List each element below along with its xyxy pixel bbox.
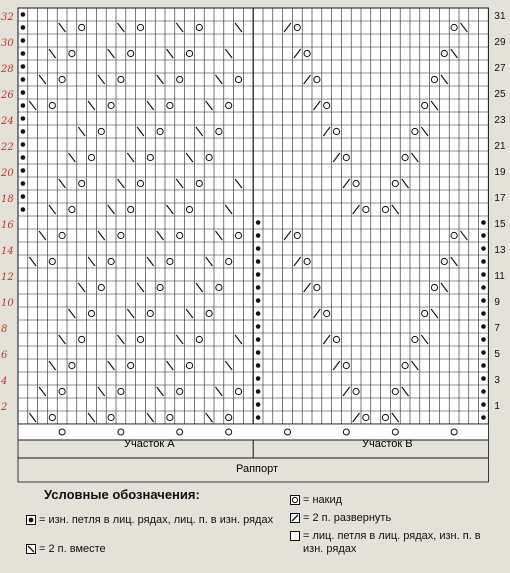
legend-text-ssk: = 2 п. развернуть	[303, 512, 392, 524]
dot-icon	[26, 515, 36, 525]
row-number-right: 31	[494, 11, 506, 23]
purl-dot	[256, 350, 261, 355]
row-number-left: 4	[1, 376, 8, 387]
purl-dot	[256, 363, 261, 368]
row-number-left: 30	[1, 38, 14, 49]
purl-dot	[21, 25, 26, 30]
purl-dot	[256, 376, 261, 381]
purl-dot	[481, 259, 486, 264]
row-number-right: 21	[494, 141, 506, 153]
row-number-left: 14	[1, 246, 14, 257]
row-number-right: 15	[494, 219, 506, 231]
row-number-left: 2	[1, 402, 8, 413]
purl-dot	[21, 194, 26, 199]
legend-item-knit	[290, 530, 500, 556]
purl-dot	[256, 402, 261, 407]
repeat-label: Раппорт	[236, 463, 279, 475]
purl-dot	[21, 103, 26, 108]
row-number-right: 13	[494, 245, 506, 257]
purl-dot	[256, 246, 261, 251]
row-number-left: 28	[1, 64, 14, 75]
row-number-right: 19	[494, 167, 506, 179]
legend-item-purl	[26, 514, 276, 527]
bottom-row	[18, 424, 488, 440]
purl-dot	[256, 298, 261, 303]
row-number-left: 8	[1, 324, 8, 335]
purl-dot	[481, 298, 486, 303]
row-number-right: 17	[494, 193, 506, 205]
row-number-left: 26	[1, 90, 14, 101]
circle-icon	[290, 495, 300, 505]
purl-dot	[256, 272, 261, 277]
purl-dot	[21, 51, 26, 56]
row-number-left: 6	[1, 350, 8, 361]
legend-text-yarnover: = накид	[303, 494, 343, 506]
purl-dot	[256, 337, 261, 342]
purl-dot	[21, 12, 26, 17]
legend-item-yarnover	[290, 494, 490, 507]
purl-dot	[21, 116, 26, 121]
purl-dot	[481, 376, 486, 381]
purl-dot	[256, 311, 261, 316]
row-number-left: 18	[1, 194, 14, 205]
backslash-icon	[26, 544, 36, 554]
legend-title: Условные обозначения:	[44, 487, 200, 502]
row-number-right: 3	[494, 375, 500, 387]
purl-dot	[256, 233, 261, 238]
purl-dot	[256, 220, 261, 225]
legend-text-k2tog: = 2 п. вместе	[39, 543, 106, 555]
row-number-right: 5	[494, 349, 500, 361]
purl-dot	[481, 311, 486, 316]
legend-item-k2tog	[26, 543, 226, 556]
row-number-right: 9	[494, 297, 500, 309]
row-number-left: 16	[1, 220, 14, 231]
purl-dot	[21, 64, 26, 69]
purl-dot	[481, 402, 486, 407]
row-number-right: 29	[494, 37, 506, 49]
purl-dot	[481, 272, 486, 277]
purl-dot	[256, 259, 261, 264]
empty-square-icon	[290, 531, 300, 541]
purl-dot	[481, 246, 486, 251]
purl-dot	[256, 324, 261, 329]
row-number-left: 20	[1, 168, 14, 179]
section-label-a: Участок А	[124, 438, 175, 450]
row-number-right: 11	[494, 271, 505, 283]
purl-dot	[21, 142, 26, 147]
row-number-right: 1	[494, 401, 500, 413]
purl-dot	[21, 90, 26, 95]
row-number-right: 25	[494, 89, 506, 101]
purl-dot	[481, 220, 486, 225]
legend-text-knit: = лиц. петля в лиц. рядах, изн. п. в изн. рядах	[303, 530, 481, 555]
purl-dot	[21, 77, 26, 82]
legend-item-ssk	[290, 512, 490, 525]
row-number-left: 12	[1, 272, 14, 283]
legend-text-purl: = изн. петля в лиц. рядах, лиц. п. в изн. рядах	[39, 514, 274, 526]
purl-dot	[256, 389, 261, 394]
purl-dot	[481, 233, 486, 238]
purl-dot	[481, 415, 486, 420]
row-number-left: 22	[1, 142, 14, 153]
purl-dot	[256, 285, 261, 290]
row-number-right: 7	[494, 323, 500, 335]
purl-dot	[21, 129, 26, 134]
slash-icon	[290, 513, 300, 523]
purl-dot	[21, 168, 26, 173]
purl-dot	[21, 38, 26, 43]
purl-dot	[21, 181, 26, 186]
row-number-left: 24	[1, 116, 14, 127]
row-number-right: 23	[494, 115, 506, 127]
purl-dot	[481, 324, 486, 329]
purl-dot	[256, 415, 261, 420]
chart-grid	[18, 8, 488, 482]
row-number-left: 10	[1, 298, 14, 309]
row-number-right: 27	[494, 63, 506, 75]
purl-dot	[21, 155, 26, 160]
purl-dot	[481, 389, 486, 394]
row-number-left: 32	[1, 12, 14, 23]
purl-dot	[481, 363, 486, 368]
legend	[0, 484, 510, 573]
purl-dot	[481, 350, 486, 355]
purl-dot	[481, 337, 486, 342]
purl-dot	[21, 207, 26, 212]
purl-dot	[481, 285, 486, 290]
section-label-b: Участок В	[362, 438, 413, 450]
